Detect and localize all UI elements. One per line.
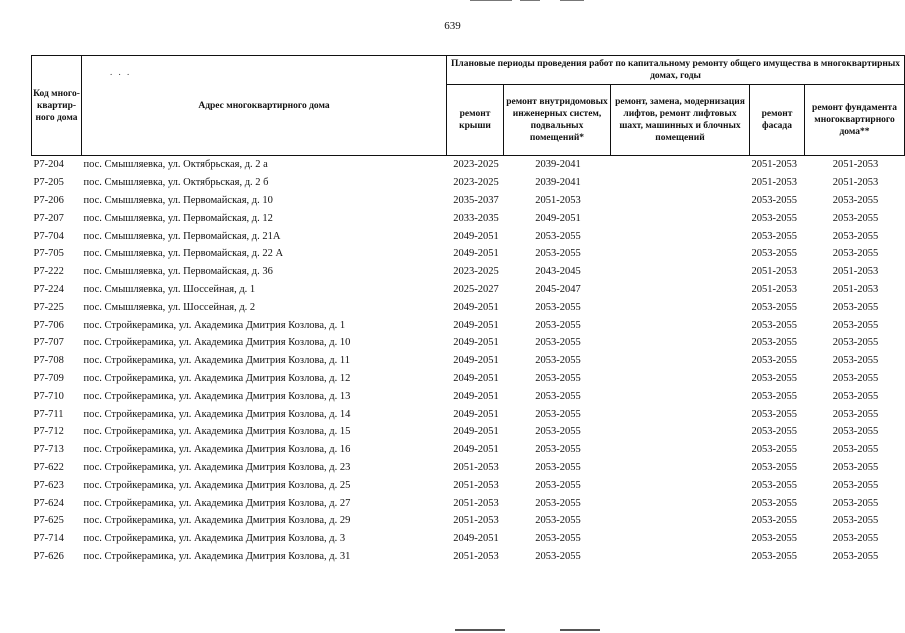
cell-foundation: 2053-2055 [832, 515, 879, 527]
cell-roof: 2049-2051 [453, 408, 499, 420]
scan-artifact-bottom [560, 629, 600, 631]
cell-facade: 2053-2055 [751, 515, 797, 527]
cell-foundation: 2053-2055 [832, 479, 879, 491]
cell-systems: 2053-2055 [535, 461, 581, 473]
cell-systems: 2053-2055 [535, 355, 581, 367]
cell-foundation: 2053-2055 [832, 337, 879, 349]
cell-lifts [611, 512, 750, 530]
cell-roof: 2049-2051 [453, 533, 499, 545]
cell-roof: 2051-2053 [453, 479, 499, 491]
cell-roof: 2049-2051 [453, 230, 499, 242]
cell-foundation: 2053-2055 [832, 301, 879, 313]
cell-roof: 2035-2037 [453, 194, 499, 206]
cell-systems: 2053-2055 [535, 230, 581, 242]
cell-foundation: 2053-2055 [832, 355, 879, 367]
cell-lifts [611, 334, 750, 352]
cell-lifts [611, 494, 750, 512]
cell-roof: 2049-2051 [453, 337, 499, 349]
cell-facade: 2051-2053 [751, 159, 797, 171]
cell-roof: 2049-2051 [453, 444, 499, 456]
table-row [32, 281, 905, 299]
cell-foundation: 2051-2053 [832, 283, 879, 295]
cell-facade: 2053-2055 [751, 372, 797, 384]
cell-foundation: 2053-2055 [832, 461, 879, 473]
cell-systems: 2053-2055 [535, 497, 581, 509]
cell-systems: 2053-2055 [535, 319, 581, 331]
cell-foundation: 2053-2055 [832, 497, 879, 509]
cell-lifts [611, 263, 750, 281]
cell-lifts [611, 227, 750, 245]
cell-facade: 2053-2055 [751, 479, 797, 491]
cell-facade: 2051-2053 [751, 266, 797, 278]
scan-artifact-top [520, 0, 540, 1]
cell-facade: 2053-2055 [751, 497, 797, 509]
cell-roof: 2049-2051 [453, 390, 499, 402]
cell-facade: 2051-2053 [751, 177, 797, 189]
cell-facade: 2053-2055 [751, 390, 797, 402]
cell-roof: 2051-2053 [453, 461, 499, 473]
cell-code: Р7-225 [33, 301, 64, 313]
cell-systems: 2053-2055 [535, 550, 581, 562]
scan-artifact-bottom [455, 629, 505, 631]
cell-lifts [611, 174, 750, 192]
header-roof: ремонт крыши [447, 85, 504, 156]
table-row [32, 227, 905, 245]
table-row [32, 192, 905, 210]
cell-foundation: 2051-2053 [832, 266, 879, 278]
cell-code: Р7-712 [33, 426, 64, 438]
cell-roof: 2049-2051 [453, 248, 499, 260]
cell-systems: 2049-2051 [535, 212, 581, 224]
table-row [32, 548, 905, 566]
cell-code: Р7-708 [33, 355, 64, 367]
cell-roof: 2049-2051 [453, 355, 499, 367]
cell-roof: 2051-2053 [453, 550, 499, 562]
cell-roof: 2033-2035 [453, 212, 499, 224]
cell-address: пос. Смышляевка, ул. Первомайская, д. 21А [83, 230, 281, 242]
cell-roof: 2023-2025 [453, 177, 499, 189]
header-code: Код много-квартир-ного дома [32, 56, 82, 156]
cell-code: Р7-625 [33, 515, 64, 527]
cell-facade: 2053-2055 [751, 319, 797, 331]
header-facade: ремонт фасада [750, 85, 805, 156]
cell-address: пос. Стройкерамика, ул. Академика Дмитрия Козлова, д. 16 [83, 444, 351, 456]
cell-systems: 2053-2055 [535, 301, 581, 313]
cell-lifts [611, 387, 750, 405]
cell-foundation: 2053-2055 [832, 533, 879, 545]
cell-code: Р7-705 [33, 248, 64, 260]
cell-foundation: 2053-2055 [832, 212, 879, 224]
cell-address: пос. Стройкерамика, ул. Академика Дмитрия Козлова, д. 12 [83, 372, 351, 384]
cell-code: Р7-709 [33, 372, 64, 384]
table-row [32, 530, 905, 548]
table-row [32, 494, 905, 512]
cell-address: пос. Смышляевка, ул. Первомайская, д. 22 А [83, 248, 284, 260]
cell-roof: 2051-2053 [453, 515, 499, 527]
cell-roof: 2049-2051 [453, 319, 499, 331]
cell-code: Р7-704 [33, 230, 64, 242]
cell-address: пос. Стройкерамика, ул. Академика Дмитрия Козлова, д. 25 [83, 479, 351, 491]
cell-address: пос. Смышляевка, ул. Первомайская, д. 10 [83, 194, 273, 206]
cell-facade: 2053-2055 [751, 426, 797, 438]
cell-facade: 2053-2055 [751, 230, 797, 242]
cell-facade: 2053-2055 [751, 461, 797, 473]
cell-code: Р7-713 [33, 444, 64, 456]
cell-lifts [611, 281, 750, 299]
cell-foundation: 2053-2055 [832, 444, 879, 456]
cell-address: пос. Смышляевка, ул. Шоссейная, д. 2 [83, 301, 256, 313]
cell-code: Р7-206 [33, 194, 64, 206]
cell-address: пос. Смышляевка, ул. Шоссейная, д. 1 [83, 283, 256, 295]
cell-foundation: 2053-2055 [832, 408, 879, 420]
table-row [32, 156, 905, 174]
cell-address: пос. Стройкерамика, ул. Академика Дмитрия Козлова, д. 11 [83, 355, 350, 367]
cell-lifts [611, 476, 750, 494]
cell-lifts [611, 423, 750, 441]
cell-roof: 2049-2051 [453, 301, 499, 313]
cell-address: пос. Стройкерамика, ул. Академика Дмитрия Козлова, д. 14 [83, 408, 351, 420]
cell-lifts [611, 548, 750, 566]
cell-address: пос. Стройкерамика, ул. Академика Дмитрия Козлова, д. 1 [83, 319, 346, 331]
cell-code: Р7-204 [33, 159, 64, 171]
table-row [32, 476, 905, 494]
page-number: 639 [444, 20, 461, 32]
cell-address: пос. Смышляевка, ул. Первомайская, д. 12 [83, 212, 273, 224]
header-planned-periods: Плановые периоды проведения работ по капитальному ремонту общего имущества в многоквартирных домах, годы [447, 56, 905, 85]
header-systems: ремонт внутридомовых инженерных систем, подвальных помещений* [504, 85, 611, 156]
cell-facade: 2053-2055 [751, 337, 797, 349]
table-row [32, 352, 905, 370]
cell-lifts [611, 352, 750, 370]
cell-lifts [611, 405, 750, 423]
cell-code: Р7-626 [33, 550, 64, 562]
cell-foundation: 2051-2053 [832, 159, 879, 171]
cell-systems: 2053-2055 [535, 390, 581, 402]
cell-foundation: 2053-2055 [832, 319, 879, 331]
table-row [32, 209, 905, 227]
cell-code: Р7-714 [33, 533, 64, 545]
cell-code: Р7-710 [33, 390, 64, 402]
cell-systems: 2053-2055 [535, 426, 581, 438]
cell-systems: 2053-2055 [535, 533, 581, 545]
cell-roof: 2023-2025 [453, 159, 499, 171]
header-address: Адрес многоквартирного дома [82, 56, 447, 156]
capital-repair-table [31, 55, 905, 565]
header-dots: . . . [110, 67, 132, 77]
cell-systems: 2045-2047 [535, 283, 581, 295]
cell-foundation: 2053-2055 [832, 426, 879, 438]
cell-lifts [611, 370, 750, 388]
cell-address: пос. Смышляевка, ул. Октябрьская, д. 2 а [83, 159, 268, 171]
cell-address: пос. Стройкерамика, ул. Академика Дмитрия Козлова, д. 31 [83, 550, 351, 562]
cell-facade: 2053-2055 [751, 355, 797, 367]
cell-systems: 2053-2055 [535, 337, 581, 349]
cell-foundation: 2053-2055 [832, 372, 879, 384]
cell-systems: 2043-2045 [535, 266, 581, 278]
cell-lifts [611, 298, 750, 316]
table-body [32, 156, 905, 566]
cell-roof: 2025-2027 [453, 283, 499, 295]
cell-code: Р7-624 [33, 497, 64, 509]
scan-artifact-top [560, 0, 584, 1]
header-foundation: ремонт фундамента многоквартирного дома** [805, 85, 905, 156]
cell-facade: 2053-2055 [751, 212, 797, 224]
cell-facade: 2053-2055 [751, 444, 797, 456]
table-row [32, 423, 905, 441]
table-row [32, 298, 905, 316]
scan-artifact-top [470, 0, 512, 1]
cell-foundation: 2053-2055 [832, 230, 879, 242]
cell-lifts [611, 245, 750, 263]
cell-facade: 2053-2055 [751, 550, 797, 562]
cell-systems: 2053-2055 [535, 248, 581, 260]
cell-facade: 2053-2055 [751, 533, 797, 545]
cell-roof: 2051-2053 [453, 497, 499, 509]
cell-address: пос. Стройкерамика, ул. Академика Дмитрия Козлова, д. 10 [83, 337, 351, 349]
cell-lifts [611, 459, 750, 477]
cell-address: пос. Смышляевка, ул. Первомайская, д. 36 [83, 266, 273, 278]
cell-code: Р7-207 [33, 212, 64, 224]
table-row [32, 245, 905, 263]
table-row [32, 441, 905, 459]
cell-roof: 2023-2025 [453, 266, 499, 278]
cell-lifts [611, 316, 750, 334]
cell-address: пос. Стройкерамика, ул. Академика Дмитрия Козлова, д. 29 [83, 515, 351, 527]
cell-systems: 2039-2041 [535, 177, 581, 189]
cell-systems: 2053-2055 [535, 515, 581, 527]
cell-facade: 2053-2055 [751, 248, 797, 260]
cell-foundation: 2053-2055 [832, 550, 879, 562]
cell-systems: 2053-2055 [535, 444, 581, 456]
table-row [32, 512, 905, 530]
table-row [32, 459, 905, 477]
cell-code: Р7-711 [33, 408, 64, 420]
cell-facade: 2053-2055 [751, 301, 797, 313]
cell-code: Р7-707 [33, 337, 64, 349]
table-row [32, 387, 905, 405]
table-row [32, 174, 905, 192]
table-row [32, 263, 905, 281]
cell-address: пос. Стройкерамика, ул. Академика Дмитрия Козлова, д. 15 [83, 426, 351, 438]
cell-address: пос. Стройкерамика, ул. Академика Дмитрия Козлова, д. 27 [83, 497, 351, 509]
table-row [32, 316, 905, 334]
table-row [32, 334, 905, 352]
cell-lifts [611, 156, 750, 174]
cell-systems: 2053-2055 [535, 408, 581, 420]
cell-code: Р7-205 [33, 177, 64, 189]
cell-lifts [611, 441, 750, 459]
cell-systems: 2053-2055 [535, 479, 581, 491]
cell-code: Р7-706 [33, 319, 64, 331]
cell-lifts [611, 192, 750, 210]
cell-systems: 2039-2041 [535, 159, 581, 171]
table-row [32, 370, 905, 388]
cell-code: Р7-623 [33, 479, 64, 491]
cell-facade: 2051-2053 [751, 283, 797, 295]
cell-roof: 2049-2051 [453, 372, 499, 384]
cell-systems: 2053-2055 [535, 372, 581, 384]
cell-code: Р7-622 [33, 461, 64, 473]
cell-facade: 2053-2055 [751, 194, 797, 206]
cell-facade: 2053-2055 [751, 408, 797, 420]
cell-address: пос. Стройкерамика, ул. Академика Дмитрия Козлова, д. 13 [83, 390, 351, 402]
table-row [32, 405, 905, 423]
cell-lifts [611, 530, 750, 548]
header-lifts: ремонт, замена, модернизация лифтов, ремонт лифтовых шахт, машинных и блочных помещений [611, 85, 750, 156]
cell-address: пос. Стройкерамика, ул. Академика Дмитрия Козлова, д. 23 [83, 461, 351, 473]
cell-code: Р7-222 [33, 266, 64, 278]
cell-lifts [611, 209, 750, 227]
cell-code: Р7-224 [33, 283, 64, 295]
cell-systems: 2051-2053 [535, 194, 581, 206]
cell-address: пос. Стройкерамика, ул. Академика Дмитрия Козлова, д. 3 [83, 533, 346, 545]
cell-address: пос. Смышляевка, ул. Октябрьская, д. 2 б [83, 177, 269, 189]
cell-foundation: 2051-2053 [832, 177, 879, 189]
cell-roof: 2049-2051 [453, 426, 499, 438]
cell-foundation: 2053-2055 [832, 248, 879, 260]
cell-foundation: 2053-2055 [832, 194, 879, 206]
cell-foundation: 2053-2055 [832, 390, 879, 402]
